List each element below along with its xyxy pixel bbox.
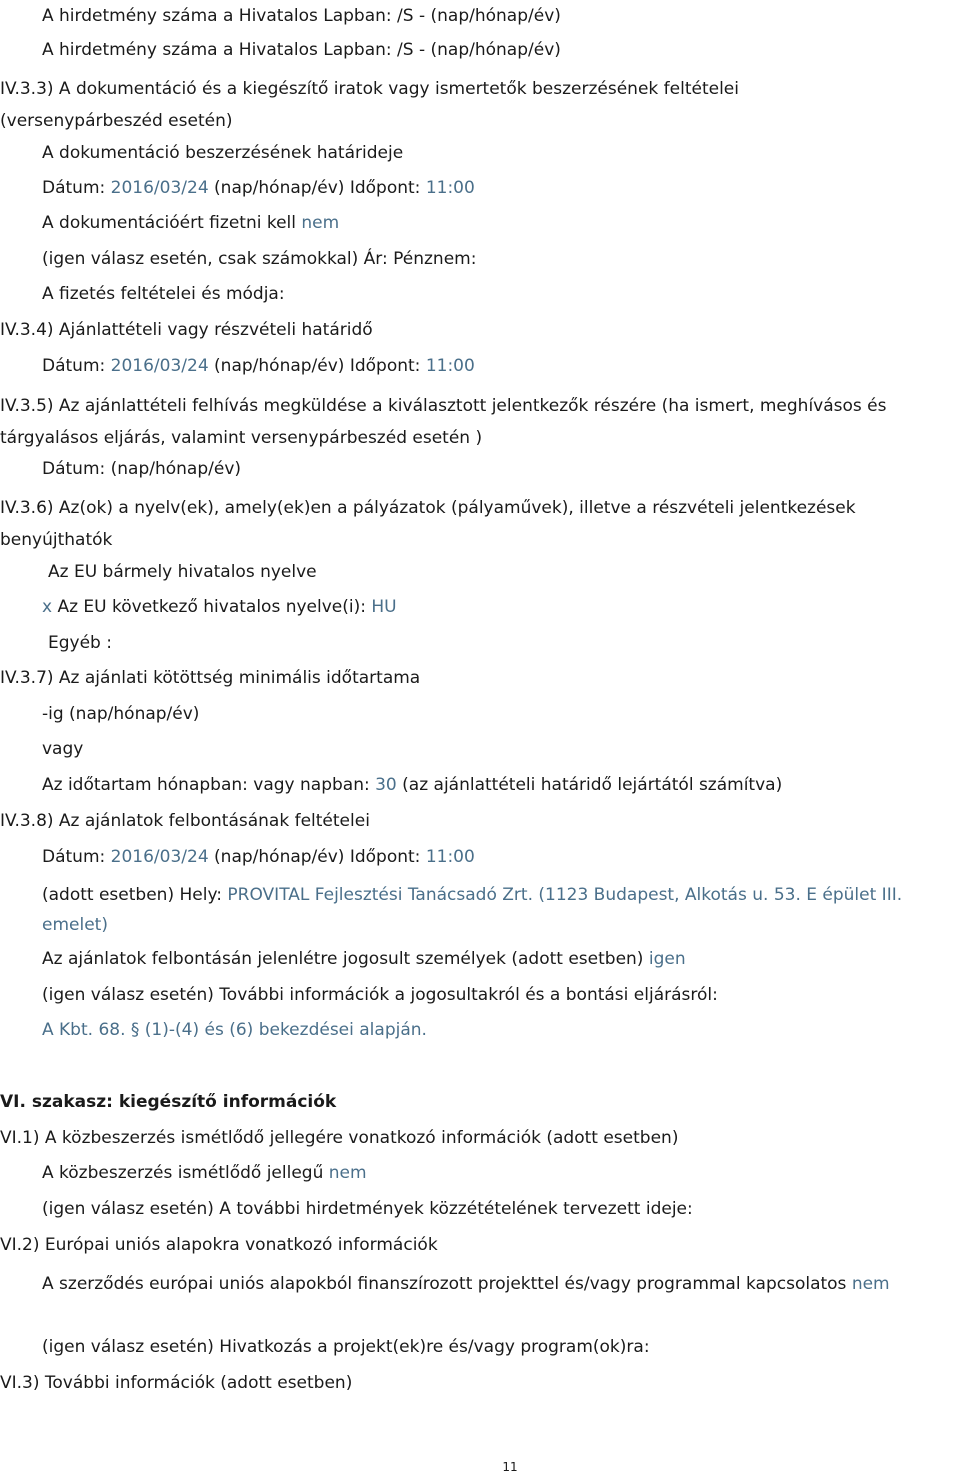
bid-deadline-line — [42, 354, 475, 378]
section-vi3-heading: VI.3) További információk (adott esetben) — [0, 1373, 353, 1393]
duration-suffix: (az ajánlattételi határidő lejártától számítva) — [402, 775, 783, 795]
duration-line — [42, 773, 782, 797]
date-value: 2016/03/24 — [110, 847, 209, 867]
time-value: 11:00 — [425, 847, 475, 867]
section-iv34-heading: IV.3.4) Ajánlattételi vagy részvételi határidő — [0, 320, 373, 340]
recurrence-line — [42, 1161, 367, 1185]
date-suffix: (nap/hónap/év) Időpont: — [214, 178, 421, 198]
eu-funds-line — [42, 1268, 942, 1300]
section-iv35-heading: IV.3.5) Az ajánlattételi felhívás megküldése a kiválasztott jelentkezők részére (ha ismert, meghívásos és tárgyalásos eljárás, valamint versenypárbeszéd esetén ) — [0, 396, 887, 448]
section-iv37-heading: IV.3.7) Az ajánlati kötöttség minimális időtartama — [0, 668, 421, 688]
opening-place-line — [42, 880, 952, 940]
notice-number-line-2: A hirdetmény száma a Hivatalos Lapban: /S - (nap/hónap/év) — [42, 40, 561, 60]
section-iv38-heading: IV.3.8) Az ajánlatok felbontásának feltételei — [0, 811, 370, 831]
eu-funds-label: A szerződés európai uniós alapokból finanszírozott projekttel és/vagy programmal kapcsolatos — [42, 1274, 847, 1294]
date-suffix: (nap/hónap/év) Időpont: — [214, 847, 421, 867]
date-value: 2016/03/24 — [110, 356, 209, 376]
eu-reference-line: (igen válasz esetén) Hivatkozás a projekt(ek)re és/vagy program(ok)ra: — [42, 1337, 650, 1357]
payment-label: A dokumentációért fizetni kell — [42, 213, 296, 233]
place-label: (adott esetben) Hely: — [42, 885, 222, 905]
notice-number-line-1: A hirdetmény száma a Hivatalos Lapban: /S - (nap/hónap/év) — [42, 6, 561, 26]
language-value: HU — [371, 597, 397, 617]
date-label: Dátum: — [42, 847, 106, 867]
date-label: Dátum: — [42, 178, 106, 198]
time-value: 11:00 — [425, 356, 475, 376]
language-label: Az EU következő hivatalos nyelve(i): — [57, 597, 366, 617]
checkmark: x — [42, 597, 53, 617]
recurrence-label: A közbeszerzés ismétlődő jellegű — [42, 1163, 324, 1183]
page-number: 11 — [502, 1460, 518, 1474]
price-line: (igen válasz esetén, csak számokkal) Ár: Pénznem: — [42, 249, 477, 269]
doc-payment-line — [42, 211, 339, 235]
doc-deadline-label: A dokumentáció beszerzésének határideje — [42, 143, 404, 163]
payment-value: nem — [301, 213, 340, 233]
place-value: PROVITAL Fejlesztési Tanácsadó Zrt. (1123 Budapest, Alkotás u. 53. E épület III. emelet) — [42, 885, 903, 935]
persons-value: igen — [648, 949, 686, 969]
invitation-date-line: Dátum: (nap/hónap/év) — [42, 459, 242, 479]
opening-info-label: (igen válasz esetén) További információk a jogosultakról és a bontási eljárásról: — [42, 985, 718, 1005]
payment-terms: A fizetés feltételei és módja: — [42, 284, 285, 304]
opening-persons-line — [42, 947, 686, 971]
duration-label: Az időtartam hónapban: vagy napban: — [42, 775, 370, 795]
doc-deadline-date-line — [42, 176, 475, 200]
until-date-line: -ig (nap/hónap/év) — [42, 704, 200, 724]
recurrence-next-line: (igen válasz esetén) A további hirdetmények közzétételének tervezett ideje: — [42, 1199, 693, 1219]
section-iv33-heading: IV.3.3) A dokumentáció és a kiegészítő iratok vagy ismertetők beszerzésének feltételei (versenypárbeszéd esetén) — [0, 79, 739, 131]
language-option-any: Az EU bármely hivatalos nyelve — [48, 562, 317, 582]
section-vi-title: VI. szakasz: kiegészítő információk — [0, 1092, 337, 1112]
section-vi1-heading: VI.1) A közbeszerzés ismétlődő jellegére vonatkozó információk (adott esetben) — [0, 1128, 679, 1148]
language-option-other: Egyéb : — [48, 633, 112, 653]
persons-label: Az ajánlatok felbontásán jelenlétre jogosult személyek (adott esetben) — [42, 949, 644, 969]
section-iv36-heading: IV.3.6) Az(ok) a nyelv(ek), amely(ek)en a pályázatok (pályaművek), illetve a részvételi jelentkezések benyújthatók — [0, 498, 856, 550]
section-vi2-heading: VI.2) Európai uniós alapokra vonatkozó információk — [0, 1235, 438, 1255]
language-option-specific — [42, 595, 397, 619]
time-value: 11:00 — [425, 178, 475, 198]
duration-days: 30 — [375, 775, 397, 795]
date-label: Dátum: — [42, 356, 106, 376]
eu-funds-value: nem — [851, 1274, 890, 1294]
or-line: vagy — [42, 739, 84, 759]
recurrence-value: nem — [328, 1163, 367, 1183]
date-value: 2016/03/24 — [110, 178, 209, 198]
opening-info-value: A Kbt. 68. § (1)-(4) és (6) bekezdései alapján. — [42, 1020, 427, 1040]
opening-date-line — [42, 845, 475, 869]
date-suffix: (nap/hónap/év) Időpont: — [214, 356, 421, 376]
